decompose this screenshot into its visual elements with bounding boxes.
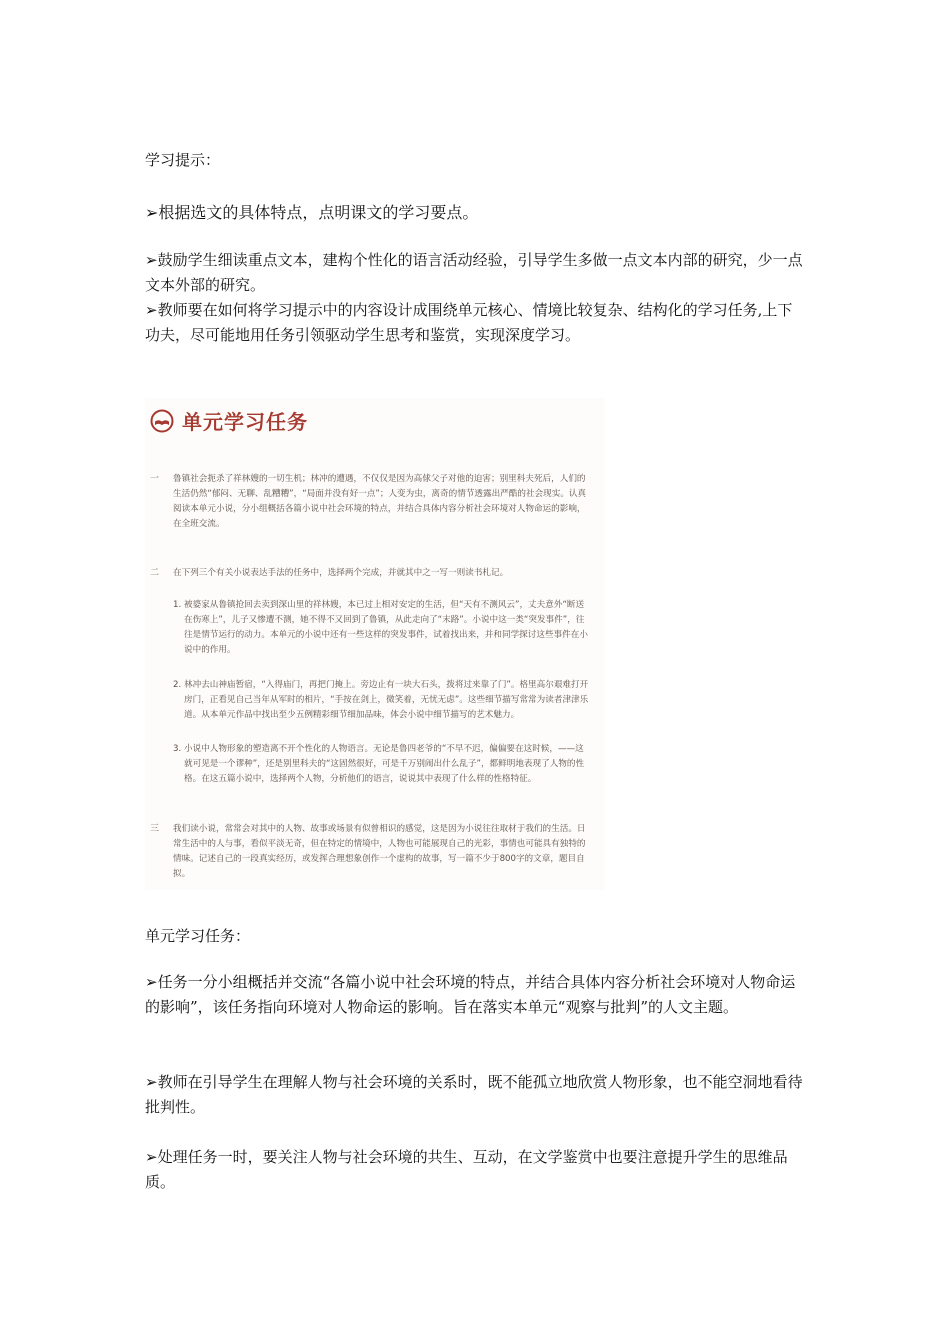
sub-task-3 — [173, 742, 593, 806]
intro-heading: 学习提示： — [145, 151, 221, 169]
sub-task-number: 1. — [173, 600, 182, 610]
task-number: 三 — [150, 824, 160, 834]
task-point-3: ➢处理任务一时，要关注人物与社会环境的共生、互动，在文学鉴赏中也要注意提升学生的思维品质。 — [145, 1148, 788, 1191]
task-point-1: ➢任务一分小组概括并交流“各篇小说中社会环境的特点，并结合具体内容分析社会环境对人物命运的影响”，该任务指向环境对人物命运的影响。旨在落实本单元“观察与批判”的人文主题。 — [145, 973, 796, 1016]
task-number: 二 — [150, 568, 160, 578]
intro-point-2: ➢鼓励学生细读重点文本，建构个性化的语言活动经验，引导学生多做一点文本内部的研究，少一点文本外部的研究。 — [145, 251, 803, 294]
sub-task-number: 3. — [173, 744, 182, 754]
sub-task-2 — [173, 678, 593, 742]
book-icon — [150, 409, 174, 433]
sub-task-1 — [173, 598, 593, 678]
textbook-excerpt-image — [145, 398, 605, 890]
sub-task-text: 小说中人物形象的塑造离不开个性化的人物语言。无论是鲁四老爷的“不早不迟，偏偏要在这时候，——这就可见是一个谬种”，还是别里科夫的“这固然很好，可是千万别闹出什么乱子”，都鲜明地表现了人物的性格。在这五篇小说中，选择两个人物，分析他们的语言，说说其中表现了什么样的性格特征。 — [184, 744, 585, 784]
task-text: 我们读小说，常常会对其中的人物、故事或场景有似曾相识的感觉，这是因为小说往往取材于我们的生活。日常生活中的人与事，看似平淡无奇，但在特定的情境中，人物也可能展现自己的光彩，事情也可能具有独特的情味。记述自己的一段真实经历，或发挥合理想象创作一个虚构的故事，写一篇不少于800字的文章，题目自拟。 — [173, 824, 586, 879]
excerpt-header — [150, 406, 308, 435]
sub-task-text: 被婆家从鲁镇抢回去卖到深山里的祥林嫂，本已过上相对安定的生活，但“天有不测风云”，丈夫意外“断送在伤寒上”，儿子又惨遭不测，她不得不又回到了鲁镇，从此走向了“末路”。小说中这一类“突发事件”，往往是情节运行的动力。本单元的小说中还有一些这样的突发事件，试着找出来，并和同学探讨这些事件在小说中的作用。 — [184, 600, 588, 655]
excerpt-task-3 — [145, 822, 605, 886]
excerpt-task-2 — [145, 566, 605, 826]
excerpt-task-1 — [145, 472, 605, 552]
task-text: 在下列三个有关小说表达手法的任务中，选择两个完成，并就其中之一写一则读书札记。 — [173, 568, 509, 578]
sub-task-text: 林冲去山神庙暂宿，“入得庙门，再把门掩上。旁边止有一块大石头，拨将过来靠了门”。格里高尔艰难打开房门，正看见自己当年从军时的相片，“手按在剑上，微笑着，无忧无虑”。这些细节描写常常为读者津津乐道。从本单元作品中找出至少五例精彩细节细加品味，体会小说中细节描写的艺术魅力。 — [184, 680, 589, 720]
tasks-heading: 单元学习任务： — [145, 927, 251, 945]
excerpt-title: 单元学习任务 — [182, 410, 308, 434]
sub-task-number: 2. — [173, 680, 182, 690]
task-point-2: ➢教师在引导学生在理解人物与社会环境的关系时，既不能孤立地欣赏人物形象，也不能空洞地看待批判性。 — [145, 1073, 803, 1116]
task-text: 鲁镇社会扼杀了祥林嫂的一切生机；林冲的遭遇，不仅仅是因为高俅父子对他的迫害；别里科夫死后，人们的生活仍然“郁闷、无聊、乱糟糟”，“局面并没有好一点”；人变为虫，离奇的情节透露出严酷的社会现实。认真阅读本单元小说，分小组概括各篇小说中社会环境的特点，并结合具体内容分析社会环境对人物命运的影响，在全班交流。 — [173, 474, 587, 529]
intro-point-3: ➢教师要在如何将学习提示中的内容设计成围绕单元核心、情境比较复杂、结构化的学习任务,上下功夫，尽可能地用任务引领驱动学生思考和鉴赏，实现深度学习。 — [145, 301, 793, 344]
intro-point-1: ➢根据选文的具体特点，点明课文的学习要点。 — [145, 203, 479, 222]
task-number: 一 — [150, 474, 160, 484]
